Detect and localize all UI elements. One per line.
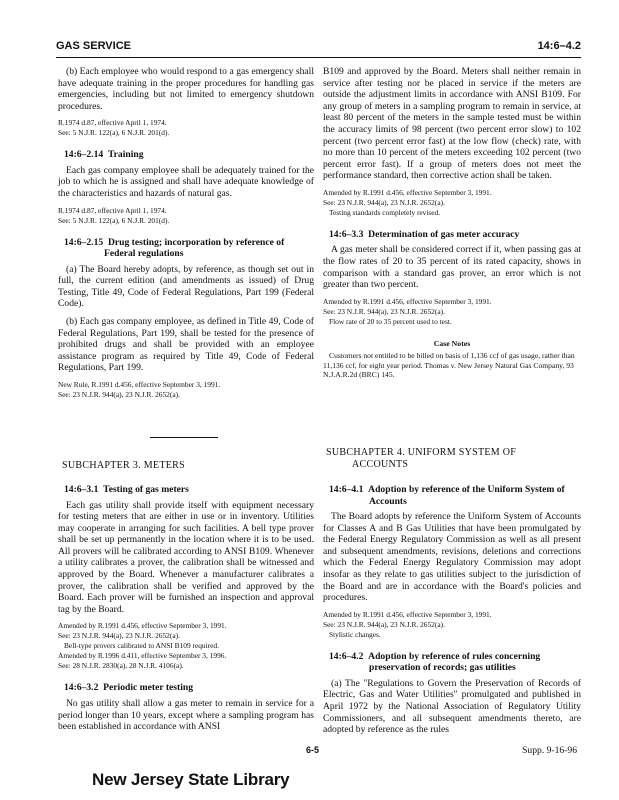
history-note: Amended by R.1991 d.456, effective September 3, 1991. See: 23 N.J.R. 944(a), 23 N.J.R. 2652(a). Stylistic changes. xyxy=(323,609,492,639)
history-note: Amended by R.1991 d.456, effective September 3, 1991. See: 23 N.J.R. 944(a), 23 N.J.R. 2652(a). Flow rate of 20 to 35 percent used to test. xyxy=(323,296,492,326)
history-note: New Rule, R.1991 d.456, effective September 3, 1991. See: 23 N.J.R. 944(a), 23 N.J.R. 2652(a). xyxy=(58,380,221,399)
case-notes-heading: Case Notes xyxy=(433,338,471,348)
section-heading: 14:6–2.15 Drug testing; incorporation by reference of Federal regulations xyxy=(64,236,285,260)
section-heading: 14:6–4.2 Adoption by reference of rules concerning preservation of records; gas utilities xyxy=(329,650,541,674)
supplement-date: Supp. 9-16-96 xyxy=(522,745,577,756)
paragraph: (a) The Board hereby adopts, by reference, as though set out in full, the current edition (and amendments as issued) of Drug Testing, Title 49, Code of Federal Regulations, Part 199 (Federal Code). xyxy=(58,263,314,310)
paragraph: No gas utility shall allow a gas meter to remain in service for a period longer than 10 years, except where a sampling program has been established in accordance with ANSI xyxy=(58,697,314,733)
section-heading: 14:6–4.1 Adoption by reference of the Uniform System of Accounts xyxy=(329,484,565,507)
section-heading: 14:6–3.1 Testing of gas meters xyxy=(64,484,189,495)
paragraph: (b) Each gas company employee, as defined in Title 49, Code of Federal Regulations, Part 199, shall be tested for the presence of prohibited drugs and shall be provided with an employee assistance program as required by Title 49, Code of Federal Regulations, Part 199. xyxy=(58,316,314,374)
paragraph: Each gas company employee shall be adequately trained for the job to which he is assigned and shall have adequate knowledge of the characteristics and hazards of natural gas. xyxy=(58,164,314,200)
subchapter-heading: SUBCHAPTER 3. METERS xyxy=(62,460,185,471)
paragraph: The Board adopts by reference the Uniform System of Accounts for Classes A and B Gas Utilities that have been promulgated by the Federal Energy Regulatory Commission as well as all present and subsequent amendments, revisions, deletions and corrections which the Federal Energy Regulatory Commission may adopt insofar as they relate to gas utilities subject to the jurisdiction of the Board and are in accordance with the Board's policies and procedures. xyxy=(323,511,581,604)
section-heading: 14:6–3.2 Periodic meter testing xyxy=(64,682,194,694)
section-heading: 14:6–3.3 Determination of gas meter accuracy xyxy=(329,228,520,240)
right-column-top xyxy=(323,66,581,379)
library-stamp: New Jersey State Library xyxy=(92,770,290,789)
paragraph: A gas meter shall be considered correct if it, when passing gas at the flow rates of 20 to 35 percent of its rated capacity, shows in comparison with a standard gas prover, an error which is not greater than two percent. xyxy=(323,244,581,291)
paragraph: Each gas utility shall provide itself with equipment necessary for testing meters that are either in use or in inventory. Utilities may cooperate in arranging for such facilities. A bell type prover shall be set up permanently in the location where it is to be used. All provers will be calibrated according to ANSI B109. Whenever a utility calibrates a prover, the calibration shall be witnessed and approved by the Board. Whenever a manufacturer calibrates a prover, the calibration shall be verified and approved by the Board. Each prover will be furnished an inspection and approval tag by the Board. xyxy=(58,499,314,615)
header-section-range: 14:6–4.2 xyxy=(537,40,581,52)
paragraph: (b) Each employee who would respond to a gas emergency shall have adequate training in the proper procedures for handling gas emergencies, including but not limited to emergency shutdown procedures. xyxy=(58,66,314,112)
history-note: Amended by R.1991 d.456, effective September 3, 1991. See: 23 N.J.R. 944(a), 23 N.J.R. 2652(a). Testing standards completely revised. xyxy=(323,187,492,217)
running-header xyxy=(56,40,581,56)
case-note: Customers not entitled to be billed on basis of 1,136 ccf of gas usage, rather than 11,136 ccf, for eight year period. Thomas v. New Jersey Natural Gas Company, 93 N.J.A.R.2d (BRC) 145. xyxy=(323,351,575,379)
history-note: R.1974 d.87, effective April 1, 1974. See: 5 N.J.R. 122(a), 6 N.J.R. 201(d). xyxy=(58,205,170,225)
page-number: 6-5 xyxy=(306,745,320,755)
page-footer xyxy=(0,745,619,759)
history-note: R.1974 d.87, effective April 1, 1974. See: 5 N.J.R. 122(a), 6 N.J.R. 201(d). xyxy=(58,118,170,138)
history-note: Amended by R.1991 d.456, effective September 3, 1991. See: 23 N.J.R. 944(a), 23 N.J.R. 2652(a). Bell-type provers calibrated to ANSI B109 required. Amended by R.1996 d.411, effective September 3, 1996. See: 28 N.J.R. 2830(a), 28 N.J.R. 4106(a). xyxy=(58,621,227,671)
header-rule xyxy=(56,57,581,58)
left-column-bottom xyxy=(58,484,314,739)
paragraph: B109 and approved by the Board. Meters shall neither remain in service after testing nor be placed in service if the meters are outside the adjustment limits in accordance with ANSI B109. For any group of meters in a sampling program to remain in service, at least 80 percent of the meters in the sample tested must be within the accuracy limits of 98 percent (two percent error slow) to 102 percent (two percent error fast) at the low flow (check) rate, with no more than 10 percent of the meters exceeding 102 percent (two percent error fast). If a group of meters does not meet the performance standard, then corrective action shall be taken. xyxy=(323,66,581,182)
right-column-bottom xyxy=(323,484,581,742)
left-column-top xyxy=(58,66,314,411)
paragraph: (a) The "Regulations to Govern the Preservation of Records of Electric, Gas and Water Utilities" promulgated and published in April 1972 by the National Association of Regulatory Utility Commissioners, and all subsequent amendments thereto, are adopted by reference as the rules xyxy=(323,677,581,736)
subchapter-heading: SUBCHAPTER 4. UNIFORM SYSTEM OF ACCOUNTS xyxy=(326,447,517,470)
section-divider xyxy=(150,437,218,438)
section-heading: 14:6–2.14 Training xyxy=(64,149,144,161)
header-title: GAS SERVICE xyxy=(56,40,131,52)
